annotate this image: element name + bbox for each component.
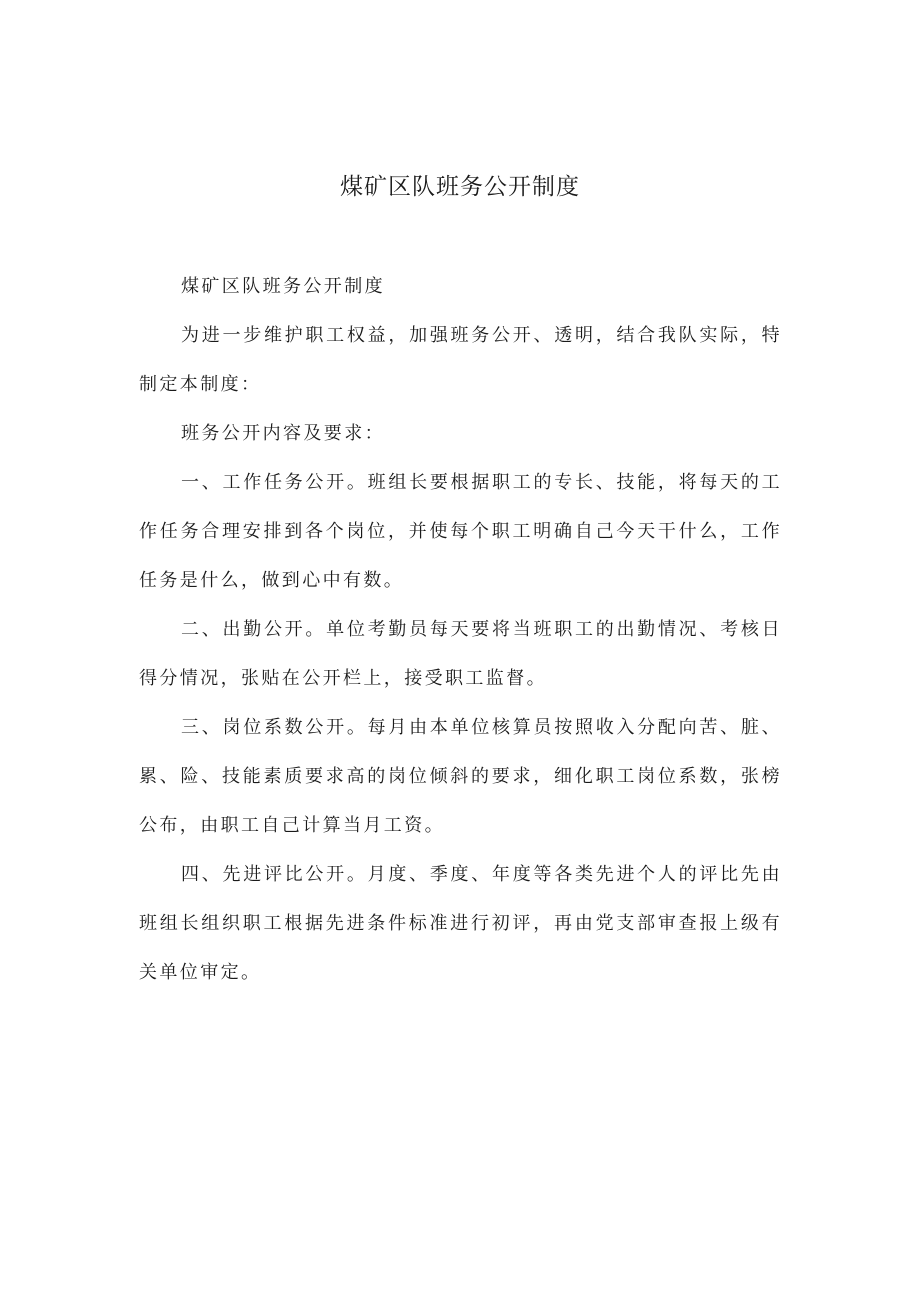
document-title: 煤矿区队班务公开制度	[340, 174, 580, 200]
intro-paragraph: 为进一步维护职工权益，加强班务公开、透明，结合我队实际，特制定本制度：	[139, 325, 782, 395]
requirements-heading: 班务公开内容及要求：	[181, 423, 385, 444]
item-paragraph: 四、先进评比公开。月度、季度、年度等各类先进个人的评比先由班组长组织职工根据先进条件标准进行初评，再由党支部审查报上级有关单位审定。	[139, 864, 782, 983]
item-paragraph: 三、岗位系数公开。每月由本单位核算员按照收入分配向苦、脏、累、险、技能素质要求高的岗位倾斜的要求，细化职工岗位系数，张榜公布，由职工自己计算当月工资。	[139, 717, 782, 836]
item-paragraph: 二、出勤公开。单位考勤员每天要将当班职工的出勤情况、考核日得分情况，张贴在公开栏上，接受职工监督。	[139, 619, 782, 689]
item-paragraph: 一、工作任务公开。班组长要根据职工的专长、技能，将每天的工作任务合理安排到各个岗位，并使每个职工明确自己今天干什么，工作任务是什么，做到心中有数。	[139, 472, 782, 591]
subtitle-paragraph: 煤矿区队班务公开制度	[181, 276, 385, 297]
document-body	[139, 262, 782, 997]
